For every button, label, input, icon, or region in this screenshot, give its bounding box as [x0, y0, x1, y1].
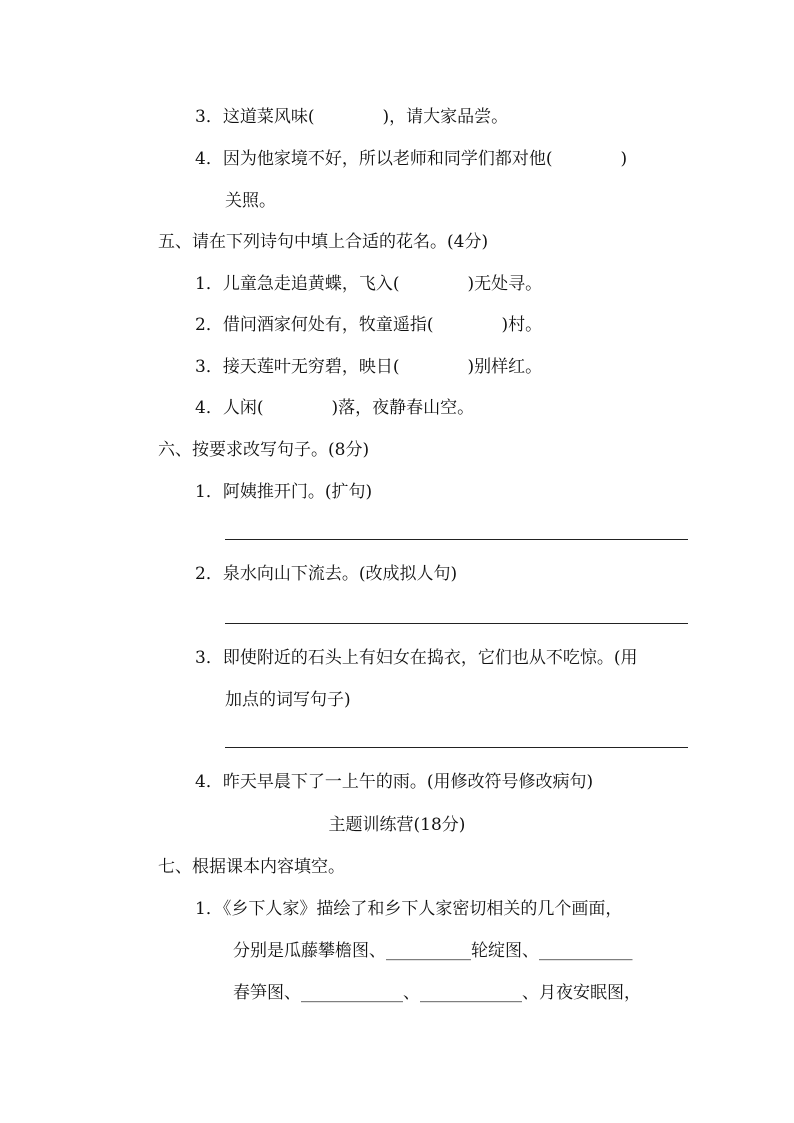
q7-item-1-line-2: 分别是瓜藤攀檐图、__________轮绽图、___________ [233, 941, 633, 961]
q6-item-4: 4．昨天早晨下了一上午的雨。(用修改符号修改病句) [195, 772, 594, 792]
q5-heading: 五、请在下列诗句中填上合适的花名。(4分) [158, 232, 489, 252]
answer-line[interactable] [225, 623, 688, 624]
section-title: 主题训练营(18分) [328, 815, 466, 835]
q6-item-1: 1．阿姨推开门。(扩句) [195, 482, 373, 502]
q7-item-1: 1．《乡下人家》描绘了和乡下人家密切相关的几个画面， [195, 899, 623, 919]
answer-line[interactable] [225, 747, 688, 748]
q6-heading: 六、按要求改写句子。(8分) [158, 440, 370, 460]
q4-item-4-continuation: 关照。 [225, 191, 276, 211]
q6-item-2: 2．泉水向山下流去。(改成拟人句) [195, 564, 458, 584]
q7-item-1-line-3: 春笋图、____________、____________、月夜安眠图， [233, 983, 641, 1003]
q5-item-4: 4．人闲( )落，夜静春山空。 [195, 398, 475, 418]
q5-item-3: 3．接天莲叶无穷碧，映日( )别样红。 [195, 357, 543, 377]
q7-heading: 七、根据课本内容填空。 [158, 857, 345, 877]
q4-item-3: 3．这道菜风味( )，请大家品尝。 [195, 107, 509, 127]
q5-item-1: 1．儿童急走追黄蝶，飞入( )无处寻。 [195, 274, 543, 294]
q4-item-4: 4．因为他家境不好，所以老师和同学们都对他( ) [195, 149, 628, 169]
q5-item-2: 2．借问酒家何处有，牧童遥指( )村。 [195, 315, 543, 335]
q6-item-3: 3．即使附近的石头上有妇女在捣衣，它们也从不吃惊。(用 [195, 648, 638, 668]
q6-item-3-continuation: 加点的词写句子) [225, 690, 351, 710]
answer-line[interactable] [225, 539, 688, 540]
